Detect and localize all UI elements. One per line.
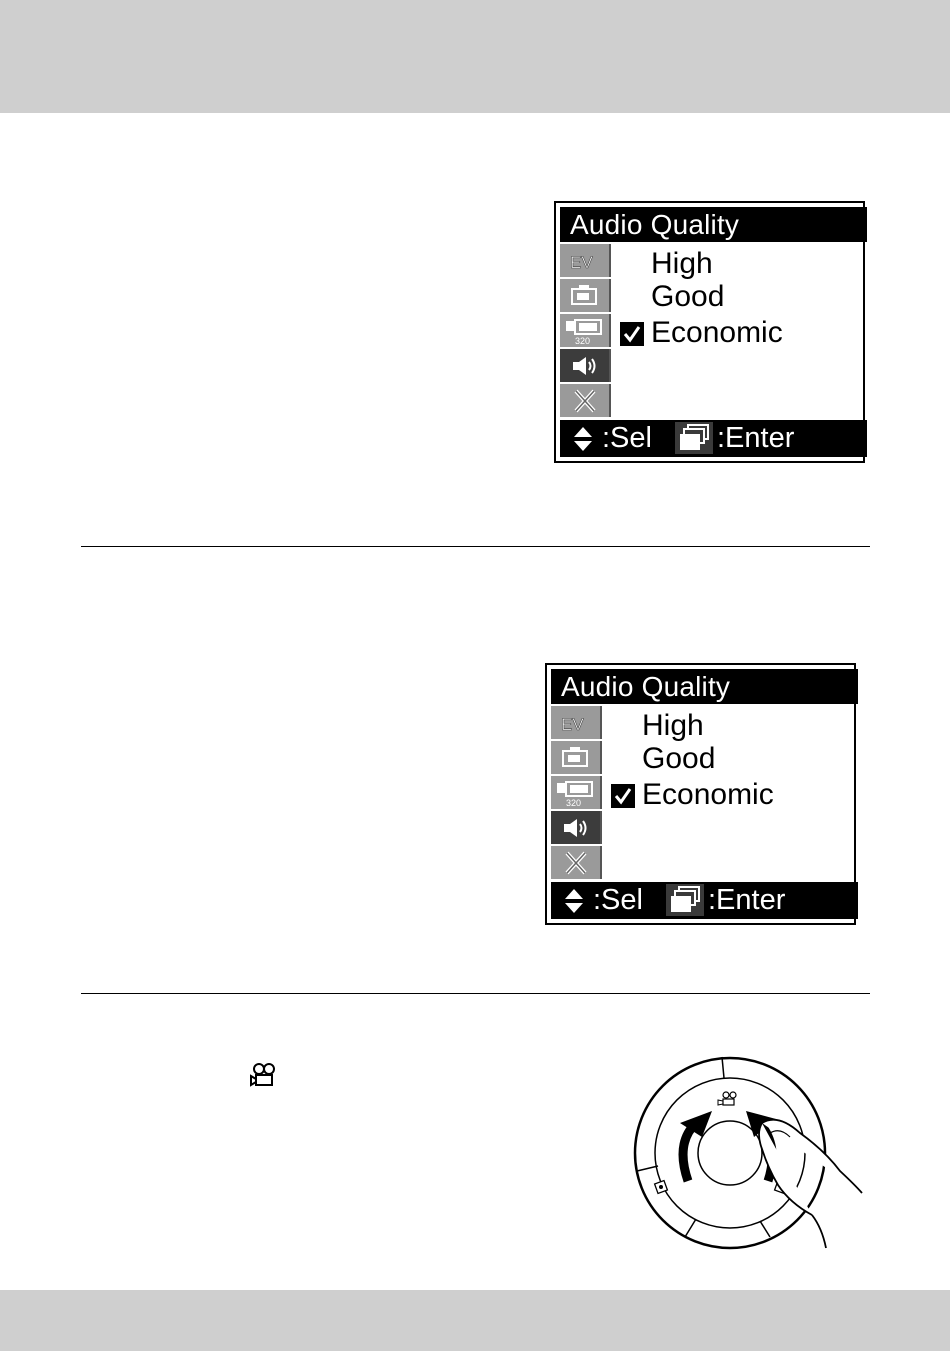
- enter-hint: :Enter: [708, 884, 786, 916]
- select-hint: :Sel: [602, 422, 652, 454]
- enter-button-icon: [675, 422, 713, 454]
- photo-quality-icon[interactable]: [551, 741, 602, 774]
- select-hint: :Sel: [593, 884, 643, 916]
- movie-size-icon[interactable]: [560, 314, 611, 347]
- section-divider: [81, 546, 870, 547]
- checkmark-icon: [620, 322, 644, 346]
- menu-icon-column: [551, 706, 602, 881]
- section-divider: [81, 993, 870, 994]
- option-high[interactable]: High: [651, 247, 713, 280]
- checkmark-icon: [611, 784, 635, 808]
- exit-icon[interactable]: [560, 384, 611, 417]
- svg-text:EV: EV: [569, 252, 593, 272]
- page-header-band: [0, 0, 950, 113]
- ev-icon[interactable]: [560, 244, 611, 277]
- option-good[interactable]: Good: [642, 742, 716, 775]
- page-footer-band: [0, 1290, 950, 1351]
- option-good[interactable]: Good: [651, 280, 725, 313]
- option-economic[interactable]: Economic: [642, 778, 774, 811]
- up-down-arrow-icon: [563, 888, 585, 914]
- up-down-arrow-icon: [572, 426, 594, 452]
- audio-quality-menu-2: [545, 663, 856, 925]
- menu-footer: [560, 420, 867, 457]
- audio-icon[interactable]: [560, 349, 611, 382]
- menu-title: Audio Quality: [551, 669, 858, 704]
- exit-icon[interactable]: [551, 846, 602, 879]
- menu-footer: [551, 882, 858, 919]
- audio-quality-menu-1: [554, 201, 865, 463]
- movie-mode-dial[interactable]: [630, 1053, 870, 1273]
- menu-icon-column: [560, 244, 611, 419]
- menu-title: Audio Quality: [560, 207, 867, 242]
- enter-button-icon: [666, 884, 704, 916]
- svg-text:EV: EV: [560, 714, 584, 734]
- ev-icon[interactable]: [551, 706, 602, 739]
- photo-quality-icon[interactable]: [560, 279, 611, 312]
- svg-text:320: 320: [565, 797, 581, 807]
- enter-hint: :Enter: [717, 422, 795, 454]
- option-high[interactable]: High: [642, 709, 704, 742]
- svg-text:320: 320: [574, 335, 590, 345]
- movie-size-icon[interactable]: [551, 776, 602, 809]
- movie-camera-icon: [250, 1062, 278, 1088]
- option-economic[interactable]: Economic: [651, 316, 783, 349]
- audio-icon[interactable]: [551, 811, 602, 844]
